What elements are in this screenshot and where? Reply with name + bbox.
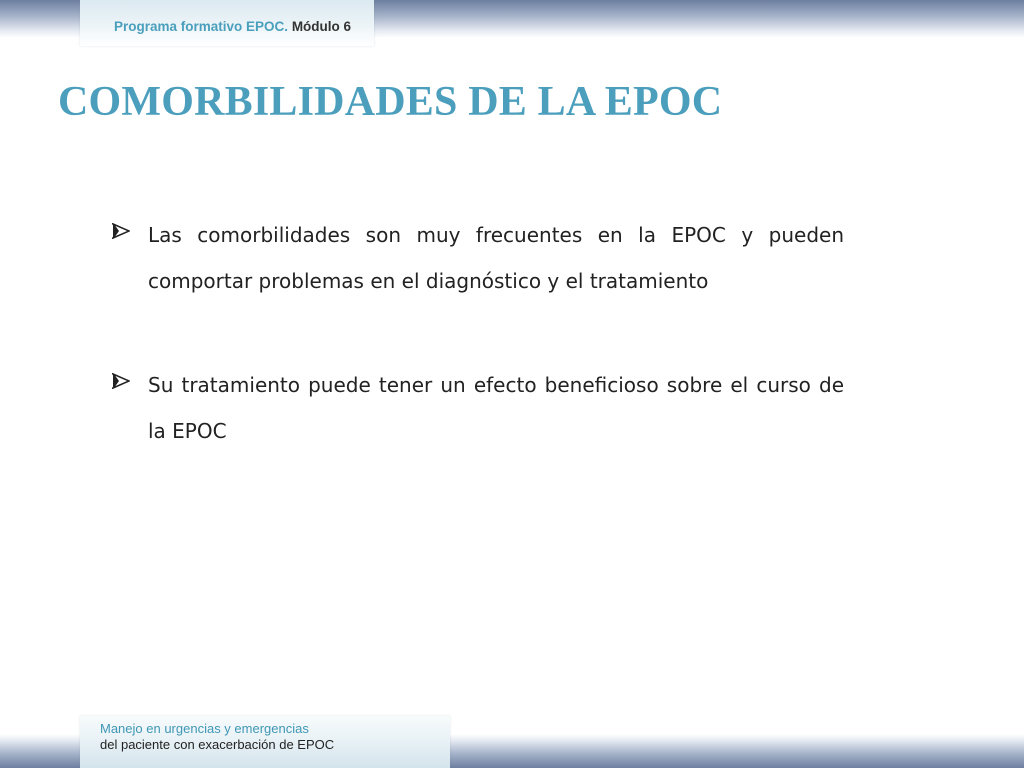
bullet-list: [112, 212, 844, 512]
arrow-check-bullet-icon: [112, 373, 130, 389]
bullet-item: [112, 362, 844, 454]
header-program: Programa formativo EPOC.: [114, 19, 289, 34]
footer-line-2: del paciente con exacerbación de EPOC: [100, 737, 335, 752]
footer-text: [100, 721, 334, 753]
bullet-text: Su tratamiento puede tener un efecto beneficioso sobre el curso de la EPOC: [148, 373, 844, 443]
header-text: [114, 19, 351, 34]
bullet-text: Las comorbilidades son muy frecuentes en la EPOC y pueden comportar problemas en el diagnóstico y el tratamiento: [148, 223, 844, 293]
slide-title: COMORBILIDADES DE LA EPOC: [58, 79, 723, 125]
header-module: Módulo 6: [291, 19, 352, 34]
arrow-check-bullet-icon: [112, 223, 130, 239]
header-tab: [80, 0, 374, 46]
footer-tab: [80, 716, 450, 768]
bullet-item: [112, 212, 844, 304]
footer-line-1: Manejo en urgencias y emergencias: [100, 721, 309, 736]
